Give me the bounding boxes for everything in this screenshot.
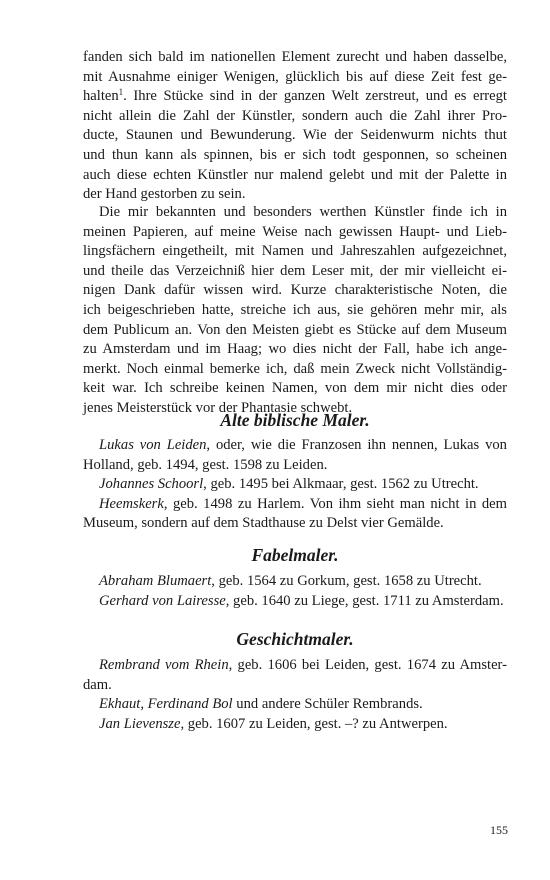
list-item bbox=[83, 695, 507, 715]
text-line: Die mir bekannten und besonders werthen Künstler finde ich in bbox=[99, 204, 507, 220]
page-number: 155 bbox=[490, 823, 508, 837]
artist-details: , geb. 1606 bei Leiden, gest. 1674 zu Amster- bbox=[228, 657, 507, 673]
artist-details: , geb. 1564 zu Gorkum, gest. 1658 zu Utrecht. bbox=[211, 573, 482, 589]
text-line: und theile das Verzeichniß hier dem Leser mit, der mir vielleicht ei- bbox=[83, 262, 507, 279]
footnote-marker[interactable]: 1 bbox=[118, 87, 124, 98]
section-heading-fable: Fabelmaler. bbox=[251, 545, 339, 565]
artist-details: , oder, wie die Franzosen ihn nennen, Lukas von bbox=[206, 437, 507, 453]
text-line: fanden sich bald im nationellen Element zurecht und haben dasselbe, bbox=[83, 49, 507, 65]
text-line: lingsfächern eingetheilt, mit Namen und Jahreszahlen aufgezeichnet, bbox=[83, 243, 507, 260]
list-item-continuation: Holland, geb. 1494, gest. 1598 zu Leiden. bbox=[83, 456, 328, 473]
text-line: der Hand gestorben zu sein. bbox=[83, 186, 246, 203]
list-item bbox=[83, 436, 507, 456]
list-item bbox=[83, 475, 507, 495]
artist-name: Johannes Schoorl bbox=[99, 476, 204, 493]
list-item bbox=[83, 656, 507, 676]
list-item bbox=[83, 495, 507, 515]
text-line: ich beigeschrieben hatte, streiche ich aus, sie gehören mehr mir, als bbox=[83, 301, 507, 318]
text-line: nicht allein die Zahl der Künstler, sondern auch die Zahl ihrer Pro- bbox=[83, 107, 507, 124]
text-line: ducte, Staunen und Bewunderung. Wie der Seidenwurm nichts thut bbox=[83, 127, 507, 144]
artist-details: , geb. 1640 zu Liege, gest. 1711 zu Amsterdam. bbox=[225, 592, 504, 609]
text-line: jenes Meisterstück vor der Phantasie schwebt. bbox=[83, 399, 353, 416]
section-heading-history: Geschichtmaler. bbox=[236, 629, 354, 649]
list-item bbox=[83, 572, 507, 592]
list-item-continuation: dam. bbox=[83, 676, 112, 693]
text-line: auch diese echten Künstler nur malend gelebt und mit der Palette in bbox=[83, 166, 507, 183]
artist-list-fable bbox=[83, 572, 507, 611]
list-item bbox=[83, 715, 507, 735]
artist-details: , geb. 1495 bei Alkmaar, gest. 1562 zu Utrecht. bbox=[203, 476, 479, 493]
text-line: dem Publicum an. Von den Meisten giebt es Stücke auf dem Museum bbox=[83, 321, 507, 338]
text-line: halten$^1$. Ihre Stücke sind in der ganzen Welt zerstreut, und es erregt bbox=[83, 87, 507, 105]
text-line: meinen Papieren, auf meine Weise nach gewissen Haupt- und Lieb- bbox=[83, 223, 507, 240]
artist-list-biblical bbox=[83, 436, 507, 534]
artist-name: Lukas von Leiden bbox=[99, 437, 207, 453]
section-heading-biblical: Alte biblische Maler. bbox=[220, 410, 370, 430]
text-line: mit Ausnahme einiger Wenigen, glücklich bis auf diese Zeit fest ge- bbox=[83, 68, 507, 85]
artist-name: Jan Lievensze bbox=[99, 715, 181, 732]
artist-name: Abraham Blumaert bbox=[99, 573, 212, 589]
paragraph-artists bbox=[83, 203, 507, 419]
artist-details: , geb. 1498 zu Harlem. Von ihm sieht man nicht in dem bbox=[163, 495, 507, 512]
artist-name: Ekhaut, Ferdinand Bol bbox=[99, 696, 233, 713]
artist-details: , geb. 1607 zu Leiden, gest. –? zu Antwerpen. bbox=[180, 715, 448, 732]
artist-name: Gerhard von Lairesse bbox=[99, 592, 226, 609]
text-fragment: Ihre Stücke sind in der ganzen Welt zerstreut, und es erregt bbox=[133, 88, 507, 105]
text-line: nigen Dank dafür wissen wird. Kurze charakteristische Noten, die bbox=[83, 282, 507, 299]
list-item bbox=[83, 592, 507, 612]
text-line: keit war. Ich schreibe keinen Namen, von dem mir nicht dies oder bbox=[83, 380, 507, 397]
list-item-continuation: Museum, sondern auf dem Stadthause zu Delst vier Gemälde. bbox=[83, 515, 444, 532]
paragraph-intro bbox=[83, 48, 507, 205]
artist-list-history bbox=[83, 656, 507, 734]
artist-name: Heemskerk bbox=[99, 495, 164, 512]
text-line: zu Amsterdam und im Haag; wo dies nicht der Fall, habe ich ange- bbox=[83, 341, 507, 358]
artist-name: Rembrand vom Rhein bbox=[99, 657, 229, 673]
text-line: und thun kann als spinnen, bis er sich todt gesponnen, so scheinen bbox=[83, 146, 507, 163]
artist-details: und andere Schüler Rembrands. bbox=[232, 696, 423, 713]
text-fragment: halten bbox=[83, 88, 119, 105]
text-line: merkt. Noch einmal bemerke ich, daß mein Zweck nicht Vollständig- bbox=[83, 360, 507, 377]
